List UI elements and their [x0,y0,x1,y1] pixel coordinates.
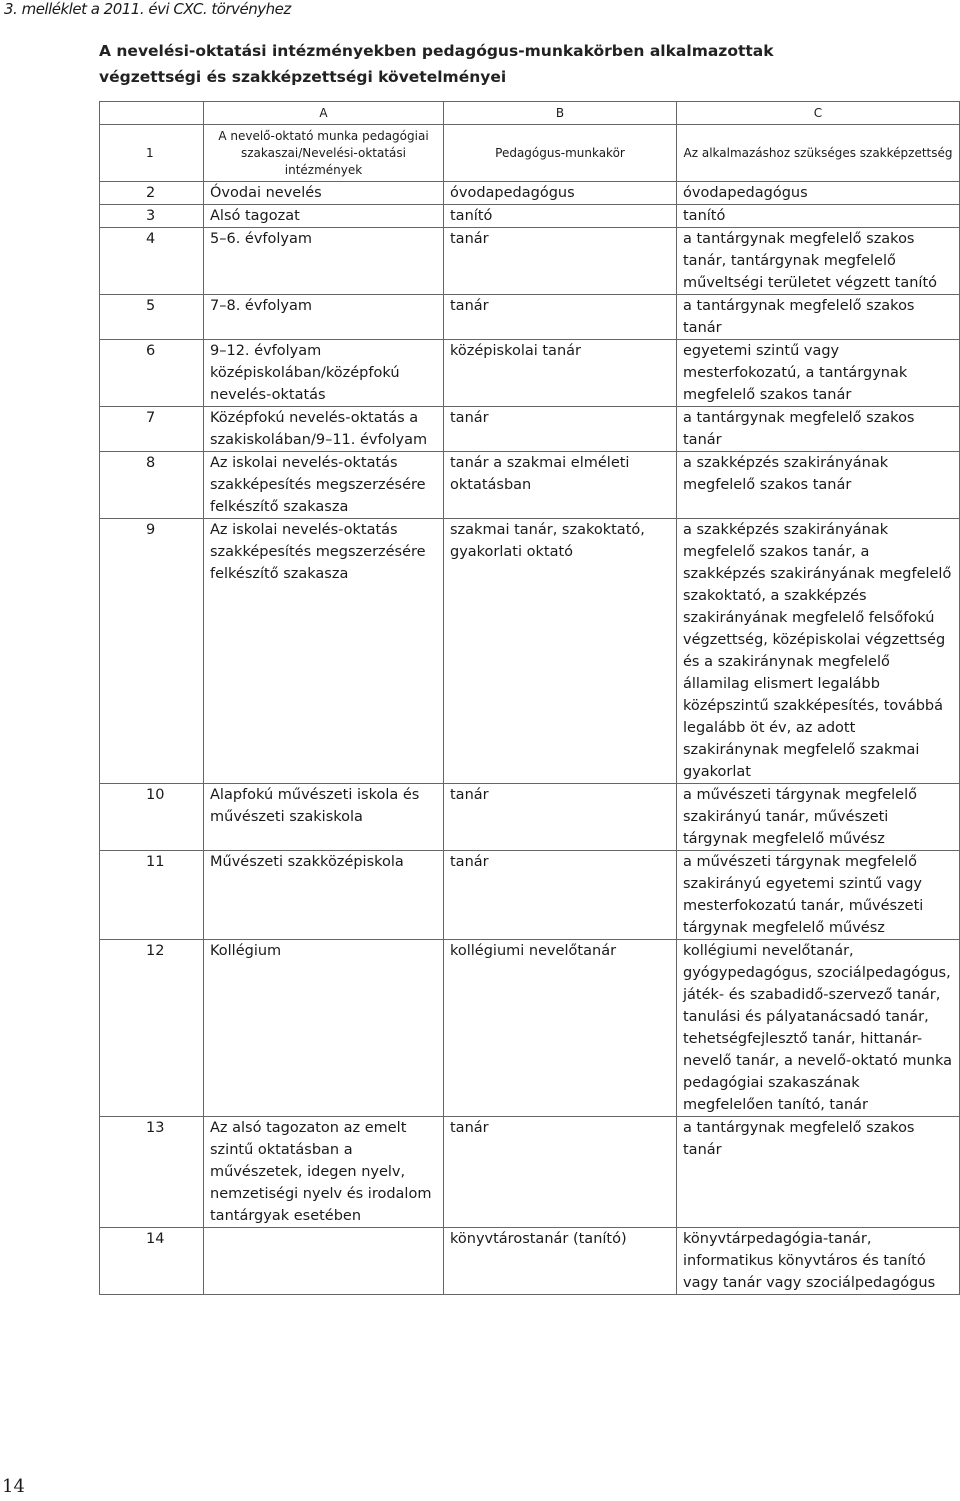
row-number: 5 [100,295,204,340]
column-letter-row [100,102,960,125]
position-cell: tanár [444,228,677,295]
institution-cell: Az alsó tagozaton az emelt szintű oktatásban a művészetek, idegen nyelv, nemzetiségi nyelv és irodalom tantárgyak esetében [204,1117,444,1228]
row-number: 3 [100,205,204,228]
position-cell: óvodapedagógus [444,182,677,205]
table-row [100,851,960,940]
row-number: 2 [100,182,204,205]
table-row [100,340,960,407]
row-number: 13 [100,1117,204,1228]
header-qualification: Az alkalmazáshoz szükséges szakképzettség [677,125,960,182]
position-cell: könyvtárostanár (tanító) [444,1228,677,1295]
institution-cell: Alapfokú művészeti iskola és művészeti szakiskola [204,784,444,851]
requirements-table [99,101,960,1295]
position-cell: tanár [444,851,677,940]
row-number: 7 [100,407,204,452]
header-position: Pedagógus-munkakör [444,125,677,182]
qualification-cell: a szakképzés szakirányának megfelelő szakos tanár, a szakképzés szakirányának megfelelő szakoktató, a szakképzés szakirányának megfelelő felsőfokú végzettség, középiskolai végzettség és a szakiránynak megfelelő államilag elismert legalább középszintű szakképesítés, továbbá legalább öt év, az adott szakiránynak megfelelő szakmai gyakorlat [677,519,960,784]
row-number: 9 [100,519,204,784]
position-cell: szakmai tanár, szakoktató, gyakorlati oktató [444,519,677,784]
institution-cell: Az iskolai nevelés-oktatás szakképesítés megszerzésére felkészítő szakasza [204,519,444,784]
qualification-cell: a tantárgynak megfelelő szakos tanár [677,1117,960,1228]
institution-cell [204,1228,444,1295]
qualification-cell: a tantárgynak megfelelő szakos tanár [677,407,960,452]
table-row [100,452,960,519]
qualification-cell: a művészeti tárgynak megfelelő szakirányú tanár, művészeti tárgynak megfelelő művész [677,784,960,851]
column-letter-a: A [204,102,444,125]
header-institution: A nevelő-oktató munka pedagógiai szakaszai/Nevelési-oktatási intézmények [204,125,444,182]
annex-title: 3. melléklet a 2011. évi CXC. törvényhez [4,0,291,18]
table-row [100,295,960,340]
institution-cell: 7–8. évfolyam [204,295,444,340]
position-cell: tanár a szakmai elméleti oktatásban [444,452,677,519]
position-cell: tanító [444,205,677,228]
table-row [100,407,960,452]
institution-cell: Az iskolai nevelés-oktatás szakképesítés megszerzésére felkészítő szakasza [204,452,444,519]
table-row [100,205,960,228]
institution-cell: Középfokú nevelés-oktatás a szakiskolában/9–11. évfolyam [204,407,444,452]
document-title: A nevelési-oktatási intézményekben pedagógus-munkakörben alkalmazottak végzettségi és szakképzettségi követelményei [99,42,774,86]
qualification-cell: a tantárgynak megfelelő szakos tanár [677,295,960,340]
qualification-cell: egyetemi szintű vagy mesterfokozatú, a tantárgynak megfelelő szakos tanár [677,340,960,407]
institution-cell: Óvodai nevelés [204,182,444,205]
table-row [100,519,960,784]
qualification-cell: a művészeti tárgynak megfelelő szakirányú egyetemi szintű vagy mesterfokozatú tanár, művészeti tárgynak megfelelő művész [677,851,960,940]
institution-cell: 9–12. évfolyam középiskolában/középfokú nevelés-oktatás [204,340,444,407]
position-cell: tanár [444,295,677,340]
position-cell: tanár [444,784,677,851]
table-row [100,228,960,295]
column-letter-b: B [444,102,677,125]
qualification-cell: könyvtárpedagógia-tanár, informatikus könyvtáros és tanító vagy tanár vagy szociálpedagógus [677,1228,960,1295]
table-row [100,1228,960,1295]
institution-cell: Kollégium [204,940,444,1117]
row-number: 10 [100,784,204,851]
qualification-cell: óvodapedagógus [677,182,960,205]
qualification-cell: a tantárgynak megfelelő szakos tanár, tantárgynak megfelelő műveltségi területet végzett tanító [677,228,960,295]
row-number: 1 [100,125,204,182]
row-number: 14 [100,1228,204,1295]
position-cell: tanár [444,1117,677,1228]
position-cell: középiskolai tanár [444,340,677,407]
qualification-cell: tanító [677,205,960,228]
row-number: 12 [100,940,204,1117]
column-letter-blank [100,102,204,125]
position-cell: kollégiumi nevelőtanár [444,940,677,1117]
page-number: 14 [2,1476,25,1497]
qualification-cell: a szakképzés szakirányának megfelelő szakos tanár [677,452,960,519]
row-number: 4 [100,228,204,295]
institution-cell: Művészeti szakközépiskola [204,851,444,940]
institution-cell: 5–6. évfolyam [204,228,444,295]
institution-cell: Alsó tagozat [204,205,444,228]
header-row [100,125,960,182]
table-row [100,940,960,1117]
row-number: 6 [100,340,204,407]
row-number: 11 [100,851,204,940]
table-row [100,182,960,205]
position-cell: tanár [444,407,677,452]
row-number: 8 [100,452,204,519]
table-row [100,784,960,851]
table-row [100,1117,960,1228]
qualification-cell: kollégiumi nevelőtanár, gyógypedagógus, szociálpedagógus, játék- és szabadidő-szervező tanár, tanulási és pályatanácsadó tanár, tehetségfejlesztő tanár, hittanár-nevelő tanár, a nevelő-oktató munka pedagógiai szakaszának megfelelően tanító, tanár [677,940,960,1117]
column-letter-c: C [677,102,960,125]
